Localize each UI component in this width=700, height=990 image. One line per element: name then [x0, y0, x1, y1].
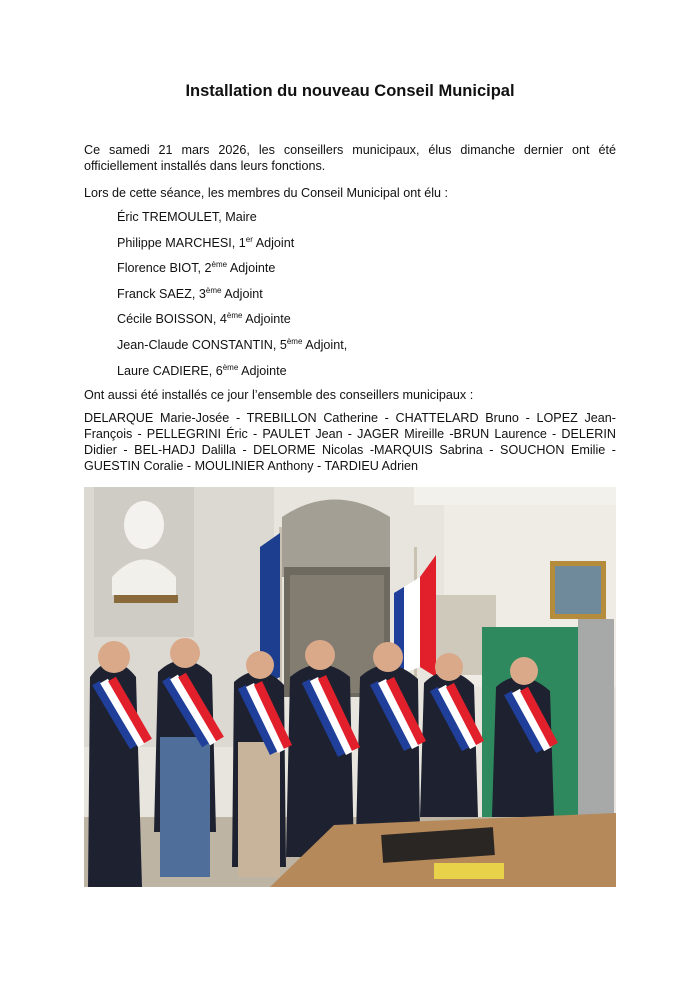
document-title: Installation du nouveau Conseil Municipal	[185, 82, 515, 100]
officer-line: Cécile BOISSON, 4ème Adjointe	[117, 311, 291, 327]
officer-line: Laure CADIERE, 6ème Adjointe	[117, 362, 287, 378]
council-group-photo	[84, 487, 616, 887]
intro-paragraph: Ce samedi 21 mars 2026, les conseillers municipaux, élus dimanche dernier ont été officiellement installés dans leurs fonctions.	[84, 143, 616, 173]
councillors-lead: Ont aussi été installés ce jour l’ensemble des conseillers municipaux :	[84, 388, 474, 402]
officer-line: Florence BIOT, 2ème Adjointe	[117, 260, 276, 276]
officer-line: Jean-Claude CONSTANTIN, 5ème Adjoint,	[117, 336, 348, 352]
officer-line: Éric TREMOULET, Maire	[117, 210, 257, 224]
officer-line: Philippe MARCHESI, 1er Adjoint	[117, 234, 295, 250]
officers-list	[117, 209, 347, 388]
officer-line: Franck SAEZ, 3ème Adjoint	[117, 285, 263, 301]
councillors-list: DELARQUE Marie-Josée - TREBILLON Catherine - CHATTELARD Bruno - LOPEZ Jean-François - PELLEGRINI Éric - PAULET Jean - JAGER Mireille -BRUN Laurence - DELERIN Didier - BEL-HADJ Dalilla - DELORME Nicolas -MARQUIS Sabrina - SOUCHON Emilie - GUESTIN Coralie - MOULINIER Anthony - TARDIEU Adrien	[84, 411, 616, 473]
election-lead: Lors de cette séance, les membres du Conseil Municipal ont élu :	[84, 186, 449, 200]
